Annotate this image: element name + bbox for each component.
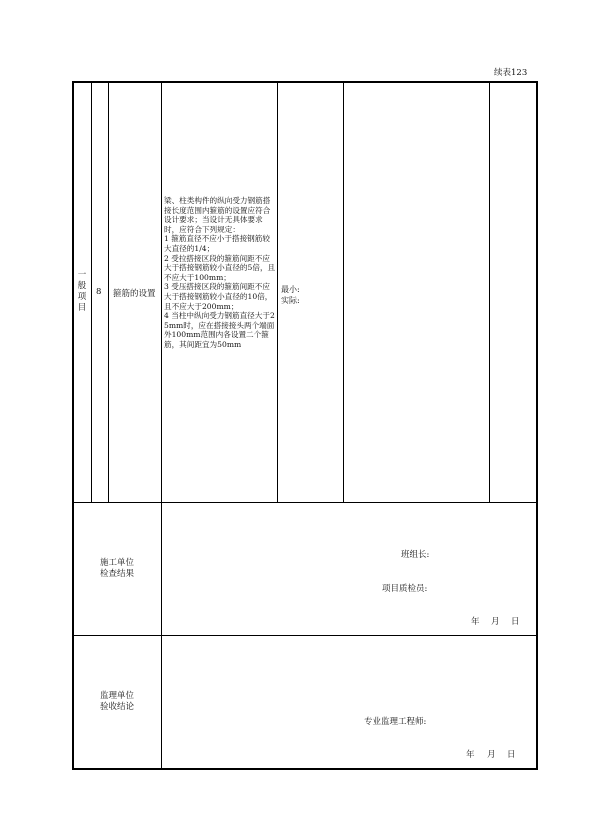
team-leader-label: 班组长: [401, 550, 430, 560]
col-divider-result [489, 81, 490, 502]
quality-inspector-label: 项目质检员: [382, 584, 428, 594]
construction-unit-title-line1: 施工单位 [99, 558, 134, 568]
table-left-border [72, 81, 74, 770]
divider-main-construction [72, 502, 538, 503]
supervision-date-day: 日 [507, 750, 516, 760]
construction-date-month: 月 [491, 617, 500, 627]
supervision-unit-title-line1: 监理单位 [99, 691, 134, 701]
table-right-border [536, 81, 538, 770]
supervising-engineer-label: 专业监理工程师: [364, 717, 427, 727]
col-divider-name [161, 81, 162, 769]
supervision-unit-title [82, 691, 152, 713]
construction-date-year: 年 [471, 617, 480, 627]
item-name: 箍筋的设置 [113, 289, 156, 299]
construction-unit-title-line2: 检查结果 [99, 569, 134, 579]
measure-actual-label: 实际: [281, 296, 300, 305]
table-top-border [72, 81, 538, 83]
continuation-label: 续表123 [494, 68, 528, 78]
col-divider-requirement [277, 81, 278, 502]
construction-date-day: 日 [511, 617, 520, 627]
supervision-date-month: 月 [487, 750, 496, 760]
col-divider-measure [343, 81, 344, 502]
supervision-date-year: 年 [466, 750, 475, 760]
supervision-unit-title-line2: 验收结论 [99, 702, 134, 712]
table-bottom-border [72, 768, 538, 770]
requirement-text: 梁、柱类构件的纵向受力钢筋搭接长度范围内箍筋的设置应符合设计要求；当设计无具体要求时，应符合下列规定： 1 箍筋直径不应小于搭接钢筋较大直径的1/4； 2 受拉搭接区段的箍筋间距不应大于搭接钢筋较小直径的5倍，且不应大于100mm； 3 受压搭接区段的箍筋间距不应大于搭接钢筋较小直径的10倍，且不应大于200mm； 4 当柱中纵向受力钢筋直径大于25mm时，应在搭接接头两个端面外100mm范围内各设置二个箍筋，其间距宜为50mm [164, 196, 276, 349]
construction-unit-title [82, 558, 152, 580]
col-divider-no [108, 81, 109, 502]
measure-min-label: 最小: [281, 285, 300, 294]
category-label: 一般项目 [77, 270, 87, 313]
col-divider-category [91, 81, 92, 502]
divider-construction-supervision [72, 635, 538, 636]
item-number: 8 [96, 287, 102, 297]
